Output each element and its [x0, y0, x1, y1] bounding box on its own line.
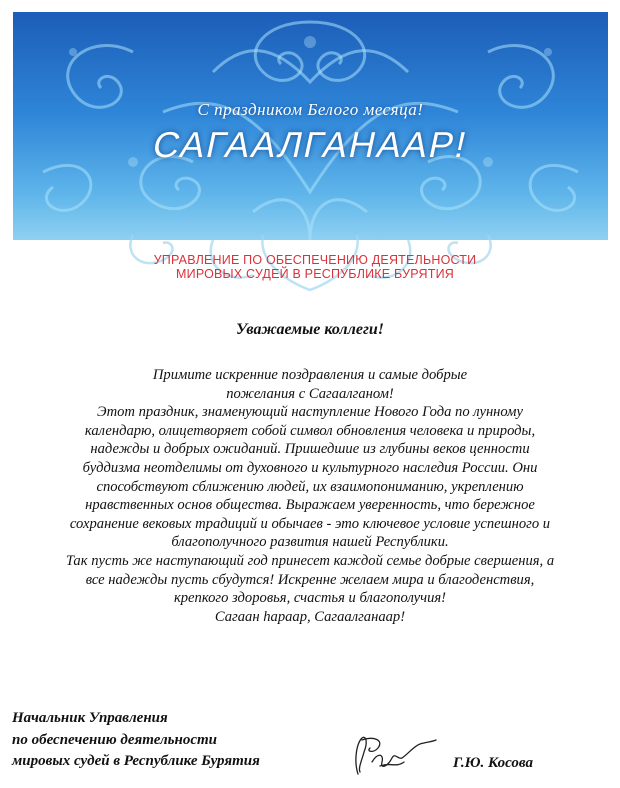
letter-line: крепкого здоровья, счастья и благополучия! — [173, 590, 447, 607]
header-banner — [13, 12, 608, 240]
signatory-title-line: по обеспечению деятельности — [12, 731, 218, 748]
letter-line: календарю, олицетворяет собой символ обновления человека и природы, — [84, 422, 536, 439]
letter-line: Этот праздник, знаменующий наступление Нового Года по лунному — [97, 404, 523, 421]
greeting-title: САГААЛГАНААР! — [149, 124, 472, 165]
handwritten-signature — [340, 732, 440, 782]
letter-line: Так пусть же наступающий год принесет каждой семье добрые свершения, а — [65, 552, 555, 569]
signatory-title — [12, 708, 260, 773]
letter-line: пожелания с Сагаалганом! — [226, 385, 394, 402]
greeting-subtitle: С праздником Белого месяца! — [197, 100, 424, 119]
letter-line: Примите искренние поздравления и самые добрые — [152, 367, 468, 383]
salutation: Уважаемые коллеги! — [236, 321, 384, 338]
letter-line: способствуют сближению людей, их взаимопониманию, укреплению — [96, 478, 524, 495]
signatory-title-line: Начальник Управления — [12, 710, 168, 726]
organization-name-line1: УПРАВЛЕНИЕ ПО ОБЕСПЕЧЕНИЮ ДЕЯТЕЛЬНОСТИ — [153, 253, 477, 267]
organization-name-line2: МИРОВЫХ СУДЕЙ В РЕСПУБЛИКЕ БУРЯТИЯ — [176, 267, 454, 281]
letter-line: благополучного развития нашей Республики. — [171, 534, 449, 551]
letter-line: надежды и добрых ожиданий. Пришедшие из глубины веков ценности — [90, 441, 530, 458]
signatory-name: Г.Ю. Косова — [453, 755, 534, 771]
signatory-title-line: мировых судей в Республике Бурятия — [12, 753, 260, 769]
letter-line: сохранение вековых традиций и обычаев - это ключевое условие успешного и — [69, 515, 551, 532]
organization-name — [120, 253, 510, 281]
letter-line: нравственных основ общества. Выражаем уверенность, что бережное — [85, 497, 535, 514]
letter-line: Сагаан hараар, Сагаалганаар! — [214, 608, 406, 625]
letter-line: буддизма неотделимы от духовного и культурного наследия России. Они — [82, 459, 538, 476]
letter-line: все надежды пусть сбудутся! Искренне желаем мира и благоденствия, — [85, 571, 535, 588]
letter-body — [10, 366, 610, 626]
